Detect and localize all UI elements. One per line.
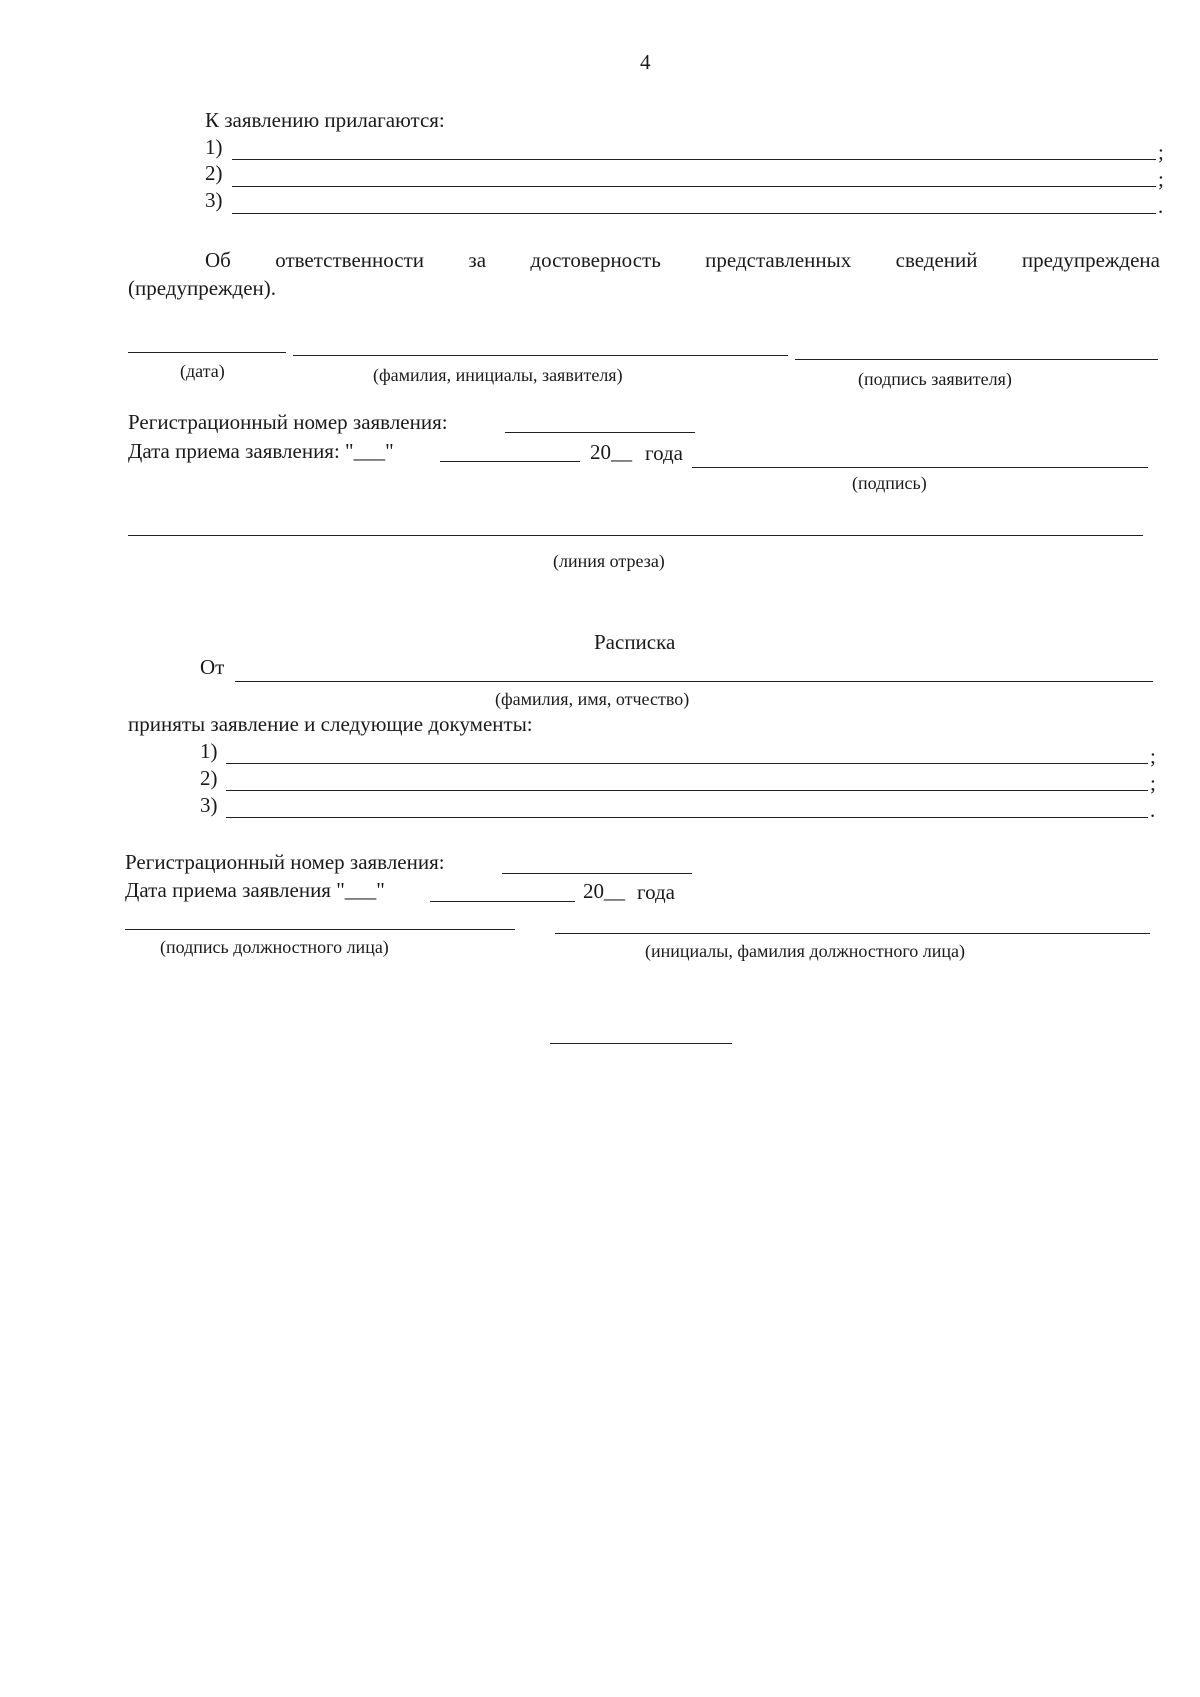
registration-number-line[interactable] (505, 432, 695, 433)
applicant-name-caption: (фамилия, инициалы, заявителя) (373, 365, 623, 385)
responsibility-word: сведений (895, 248, 978, 272)
receipt-accepted-text: приняты заявление и следующие документы: (128, 712, 533, 736)
receipt-from-label: От (200, 655, 225, 679)
applicant-signature-line[interactable] (795, 359, 1158, 360)
applicant-signature-caption: (подпись заявителя) (858, 369, 1012, 389)
attachment-2-number: 2) (205, 161, 223, 185)
receipt-acceptance-date-label: Дата приема заявления "___" (125, 878, 385, 902)
closing-separator (550, 1043, 732, 1044)
attachment-3-line[interactable] (232, 213, 1156, 214)
responsibility-word: достоверность (530, 248, 661, 272)
attachments-heading: К заявлению прилагаются: (205, 108, 445, 132)
attachment-2-end: ; (1158, 167, 1164, 191)
receipt-from-caption: (фамилия, имя, отчество) (495, 689, 690, 709)
registration-number-label: Регистрационный номер заявления: (128, 410, 448, 434)
responsibility-word: ответственности (275, 248, 425, 272)
receipt-acceptance-year-prefix: 20__ (583, 879, 625, 903)
receipt-doc-1-end: ; (1150, 744, 1156, 768)
receipt-acceptance-month-line[interactable] (430, 901, 575, 902)
receipt-acceptance-year-suffix: года (637, 880, 675, 904)
attachment-3-number: 3) (205, 188, 223, 212)
receipt-title: Расписка (594, 630, 676, 654)
receipt-doc-2-end: ; (1150, 771, 1156, 795)
attachment-2-line[interactable] (232, 186, 1156, 187)
acceptance-year-prefix: 20__ (590, 440, 632, 464)
receipt-doc-2-number: 2) (200, 766, 218, 790)
responsibility-word: представленных (705, 248, 852, 272)
receipt-registration-number-label: Регистрационный номер заявления: (125, 850, 445, 874)
attachment-1-line[interactable] (232, 159, 1156, 160)
receipt-from-line[interactable] (235, 681, 1153, 682)
page-number: 4 (640, 50, 651, 74)
responsibility-line-2: (предупрежден). (128, 276, 277, 300)
acceptance-month-line[interactable] (440, 461, 580, 462)
official-name-caption: (инициалы, фамилия должностного лица) (645, 941, 966, 961)
attachment-1-end: ; (1158, 140, 1164, 164)
applicant-name-line[interactable] (293, 355, 788, 356)
responsibility-line-1 (205, 250, 1160, 271)
receipt-doc-3-number: 3) (200, 793, 218, 817)
official-name-line[interactable] (555, 933, 1150, 934)
cut-line-caption: (линия отреза) (553, 551, 665, 571)
receipt-doc-3-end: . (1150, 798, 1156, 822)
acceptance-date-label: Дата приема заявления: "___" (128, 439, 394, 463)
acceptor-signature-caption: (подпись) (852, 473, 927, 493)
date-caption: (дата) (180, 361, 225, 381)
official-signature-line[interactable] (125, 929, 515, 930)
responsibility-word: Об (205, 248, 231, 272)
date-line[interactable] (128, 352, 286, 353)
attachment-1-number: 1) (205, 135, 223, 159)
receipt-doc-3-line[interactable] (226, 817, 1148, 818)
acceptor-signature-line[interactable] (692, 467, 1148, 468)
receipt-doc-2-line[interactable] (226, 790, 1148, 791)
responsibility-word: за (468, 248, 487, 272)
acceptance-year-suffix: года (645, 441, 683, 465)
receipt-doc-1-number: 1) (200, 739, 218, 763)
cut-line (128, 535, 1143, 536)
receipt-doc-1-line[interactable] (226, 763, 1148, 764)
official-signature-caption: (подпись должностного лица) (160, 937, 389, 957)
attachment-3-end: . (1158, 194, 1164, 218)
receipt-registration-number-line[interactable] (502, 873, 692, 874)
responsibility-word: предупреждена (1021, 248, 1160, 272)
